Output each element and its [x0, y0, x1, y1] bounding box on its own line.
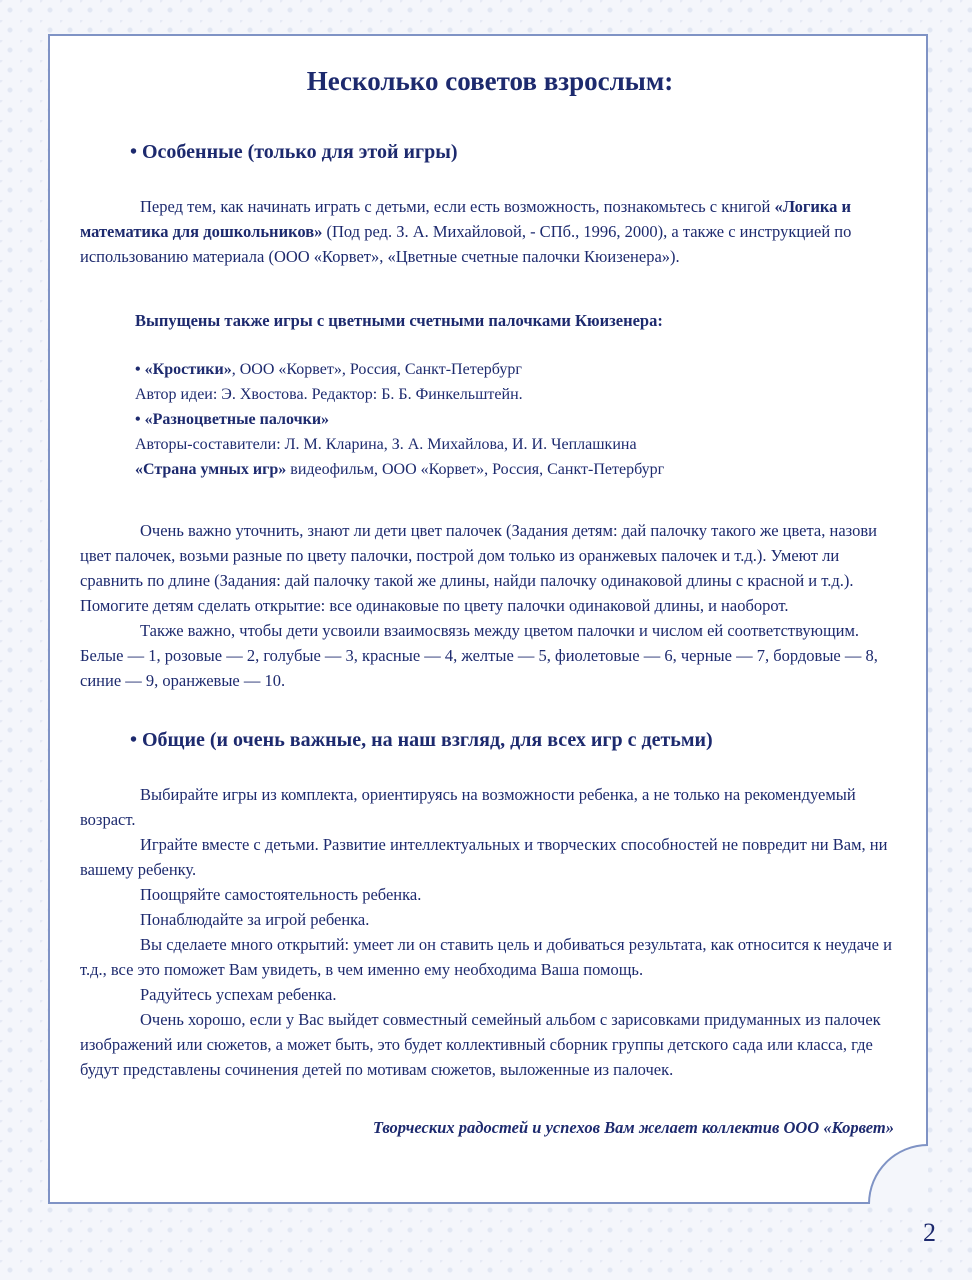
- intro-text-2: (Под ред. З. А. Михайловой, - СПб., 1996, 2000), а также с инструкцией по использованию материала (ООО «Корвет», «Цветные счетные палочки Кюизенера»).: [80, 222, 852, 266]
- page-frame: [48, 34, 928, 1204]
- game-name: • «Разноцветные палочки»: [135, 411, 330, 428]
- intro-text-1: Перед тем, как начинать играть с детьми, если есть возможность, познакомьтесь с книгой: [140, 197, 775, 216]
- game-details: видеофильм, ООО «Корвет», Россия, Санкт-Петербург: [286, 461, 665, 478]
- advice-paragraph: Поощряйте самостоятельность ребенка.: [140, 885, 422, 904]
- games-list: [135, 357, 900, 482]
- intro-paragraph: [80, 194, 900, 269]
- page-content: [80, 66, 900, 1138]
- game-details: Авторы-составители: Л. М. Кларина, З. А. Михайлова, И. И. Чеплашкина: [135, 436, 637, 453]
- advice-paragraph: Радуйтесь успехам ребенка.: [140, 985, 337, 1004]
- advice-paragraph: Понаблюдайте за игрой ребенка.: [140, 910, 370, 929]
- advice-paragraph: Выбирайте игры из комплекта, ориентируясь на возможности ребенка, а не только на рекомендуемый возраст.: [80, 785, 856, 829]
- game-details: Автор идеи: Э. Хвостова. Редактор: Б. Б. Финкельштейн.: [135, 386, 523, 403]
- advice-paragraph: Играйте вместе с детьми. Развитие интеллектуальных и творческих способностей не повредит ни Вам, ни вашему ребенку.: [80, 835, 888, 879]
- games-list-item: [135, 407, 900, 432]
- games-list-item: [135, 432, 900, 457]
- closing-wishes: Творческих радостей и успехов Вам желает коллектив ООО «Корвет»: [372, 1118, 894, 1137]
- games-list-item: [135, 357, 900, 382]
- spacer: [80, 482, 900, 518]
- games-list-item: [135, 457, 900, 482]
- colors-paragraph: Очень важно уточнить, знают ли дети цвет палочек (Задания детям: дай палочку такого же цвета, назови цвет палочек, возьми разные по цвету палочки, построй дом только из оранжевых палочек и т.д.). Умеют ли сравнить по длине (Задания: дай палочку такой же длины, найди палочку одинаковой длины с красной и т.д.). Помогите детям сделать открытие: все одинаковые по цвету палочки одинаковой длины, и наоборот.: [80, 521, 877, 615]
- game-details: , ООО «Корвет», Россия, Санкт-Петербург: [231, 361, 522, 378]
- section-heading-general: • Общие (и очень важные, на наш взгляд, для всех игр с детьми): [130, 729, 713, 751]
- spacer: [80, 693, 900, 729]
- book-title: «Логика и математика для дошкольников»: [80, 197, 852, 241]
- game-name: «Страна умных игр»: [135, 461, 287, 478]
- section-heading-special: • Особенные (только для этой игры): [130, 141, 458, 163]
- page-number: 2: [923, 1218, 936, 1247]
- also-released-heading: Выпущены также игры с цветными счетными палочками Кюизенера:: [135, 311, 663, 330]
- game-name: • «Кростики»: [135, 361, 232, 378]
- numbers-paragraph: Также важно, чтобы дети усвоили взаимосвязь между цветом палочки и числом ей соответствующим. Белые — 1, розовые — 2, голубые — 3, красные — 4, желтые — 5, фиолетовые — 6, черные — 7, бордовые — 8, синие — 9, оранжевые — 10.: [80, 621, 878, 690]
- page-title: Несколько советов взрослым:: [306, 66, 674, 96]
- games-list-item: [135, 382, 900, 407]
- advice-paragraph: Вы сделаете много открытий: умеет ли он ставить цель и добиваться результата, как относится к неудаче и т.д., все это поможет Вам увидеть, в чем именно ему необходима Ваша помощь.: [80, 935, 892, 979]
- advice-paragraph: Очень хорошо, если у Вас выйдет совместный семейный альбом с зарисовками придуманных из палочек изображений или сюжетов, а может быть, это будет коллективный сборник группы детского сада или класса, где будут представлены сочинения детей по мотивам сюжетов, выложенные из палочек.: [80, 1010, 881, 1079]
